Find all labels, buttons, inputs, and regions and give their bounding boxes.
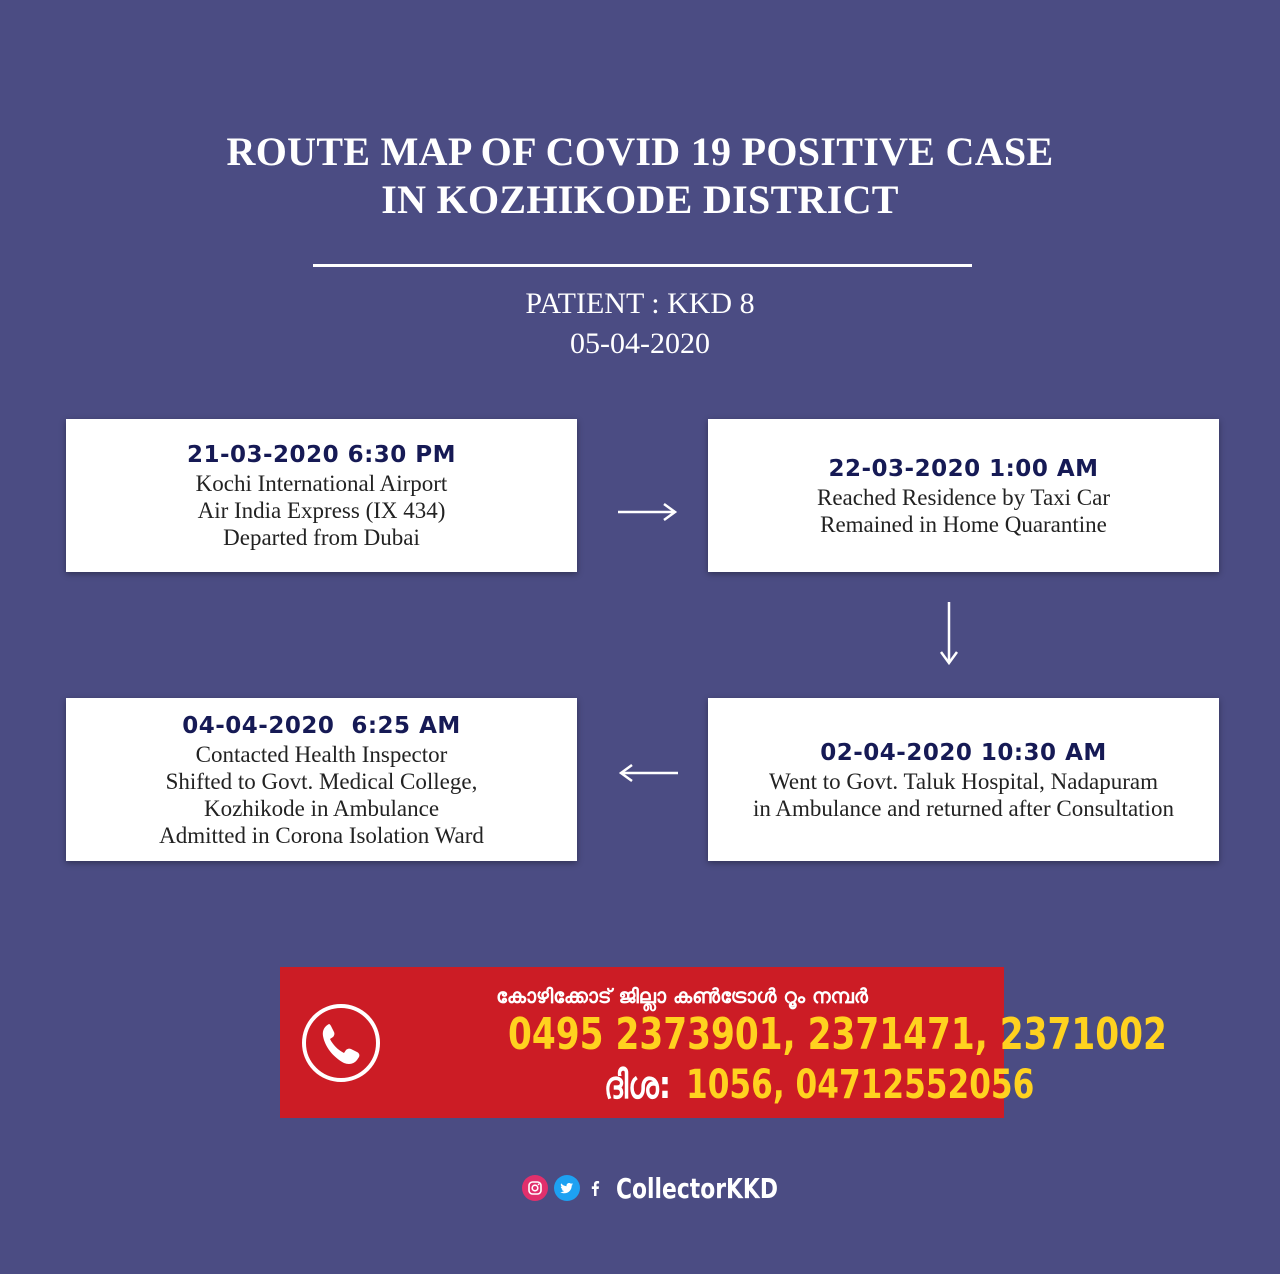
step-1-line-1: Kochi International Airport — [195, 471, 448, 496]
step-2-line-1: Reached Residence by Taxi Car — [816, 484, 1111, 510]
disha-label: ദിശ: — [604, 1063, 671, 1107]
step-2-datetime: 22-03-2020 1:00 AM — [828, 455, 1099, 482]
arrow-right-icon — [616, 500, 680, 524]
step-4-line-2: Shifted to Govt. Medical College, — [165, 768, 478, 794]
page-title — [0, 128, 1280, 224]
step-4-line-1: Contacted Health Inspector — [195, 741, 448, 767]
facebook-icon — [586, 1175, 604, 1201]
arrow-left-icon — [616, 761, 680, 785]
patient-label: PATIENT : KKD 8 — [525, 287, 755, 320]
step-4-datetime: 04-04-2020 6:25 AM — [182, 712, 461, 739]
step-box-4 — [66, 698, 577, 861]
social-footer — [522, 1170, 824, 1206]
twitter-icon — [554, 1175, 580, 1201]
patient-info — [0, 284, 1280, 364]
disha-numbers: 1056, 04712552056 — [686, 1062, 1035, 1108]
instagram-icon — [522, 1175, 548, 1201]
step-1-line-2: Air India Express (IX 434) — [197, 498, 446, 523]
banner-heading: കോഴിക്കോട് ജില്ലാ കൺട്രോൾ റൂം നമ്പർ — [496, 984, 868, 1008]
control-room-numbers: 0495 2373901, 2371471, 2371002 — [508, 1009, 1167, 1060]
step-box-3 — [708, 698, 1219, 861]
phone-icon — [300, 1002, 382, 1084]
step-2-line-2: Remained in Home Quarantine — [820, 511, 1107, 537]
step-3-datetime: 02-04-2020 10:30 AM — [820, 739, 1107, 766]
step-box-1 — [66, 419, 577, 572]
step-3-line-1: Went to Govt. Taluk Hospital, Nadapuram — [769, 768, 1158, 794]
step-4-line-3: Kozhikode in Ambulance — [203, 795, 440, 821]
step-1-line-3: Departed from Dubai — [223, 525, 420, 550]
step-3-line-2: in Ambulance and returned after Consultation — [753, 795, 1174, 821]
title-line-2: IN KOZHIKODE DISTRICT — [381, 177, 899, 222]
control-room-banner — [280, 967, 1167, 1118]
banner-numbers-group — [394, 967, 1167, 1118]
title-divider — [313, 264, 972, 267]
step-1-datetime: 21-03-2020 6:30 PM — [186, 442, 457, 468]
step-4-line-4: Admitted in Corona Isolation Ward — [159, 822, 484, 848]
patient-date: 05-04-2020 — [570, 327, 710, 360]
title-line-1: ROUTE MAP OF COVID 19 POSITIVE CASE — [226, 129, 1054, 174]
arrow-down-icon — [937, 600, 961, 668]
step-box-2 — [708, 419, 1219, 572]
social-handle: CollectorKKD — [616, 1171, 778, 1205]
